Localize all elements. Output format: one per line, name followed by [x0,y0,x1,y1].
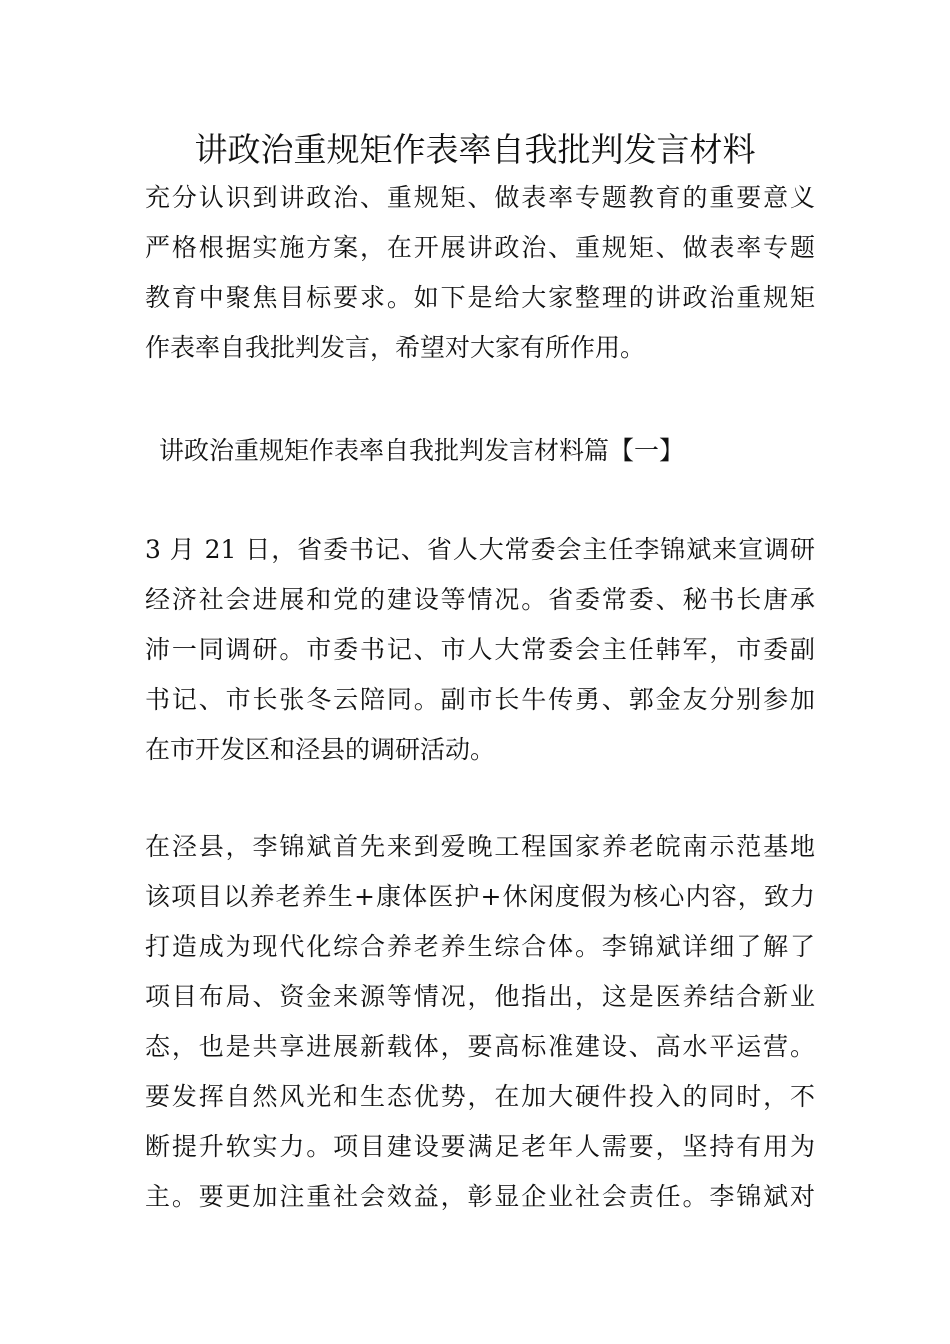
text-line: 经济社会进展和党的建设等情况。省委常委、秘书长唐承 [145,585,815,614]
text-line: 严格根据实施方案，在开展讲政治、重规矩、做表率专题 [145,233,815,262]
text-line: 主。要更加注重社会效益，彰显企业社会责任。李锦斌对 [145,1182,815,1211]
text-line: 断提升软实力。项目建设要满足老年人需要，坚持有用为 [145,1132,815,1161]
text-line: 在市开发区和泾县的调研活动。 [145,735,496,764]
text-line: 作表率自我批判发言，希望对大家有所作用。 [145,333,646,362]
text-line: 项目布局、资金来源等情况，他指出，这是医养结合新业 [145,982,815,1011]
text-line: 要发挥自然风光和生态优势，在加大硬件投入的同时，不 [145,1082,815,1111]
text-line: 态，也是共享进展新载体，要高标准建设、高水平运营。 [145,1032,815,1061]
text-line: 该项目以养老养生+康体医护+休闲度假为核心内容，致力 [145,882,815,911]
text-line: 在泾县，李锦斌首先来到爱晚工程国家养老皖南示范基地 [145,832,815,861]
text-line: 打造成为现代化综合养老养生综合体。李锦斌详细了解了 [145,932,815,961]
paragraph-one [145,525,815,775]
intro-paragraph [145,173,815,373]
paragraph-two [145,822,815,1222]
text-line: 书记、市长张冬云陪同。副市长牛传勇、郭金友分别参加 [145,685,815,714]
text-line: 3 月 21 日，省委书记、省人大常委会主任李锦斌来宣调研 [145,535,815,564]
document-title: 讲政治重规矩作表率自我批判发言材料 [194,130,756,169]
section-heading: 讲政治重规矩作表率自我批判发言材料篇【一】 [159,436,685,465]
text-line: 充分认识到讲政治、重规矩、做表率专题教育的重要意义 [145,183,815,212]
text-line: 教育中聚焦目标要求。如下是给大家整理的讲政治重规矩 [145,283,815,312]
text-line: 沛一同调研。市委书记、市人大常委会主任韩军，市委副 [145,635,815,664]
